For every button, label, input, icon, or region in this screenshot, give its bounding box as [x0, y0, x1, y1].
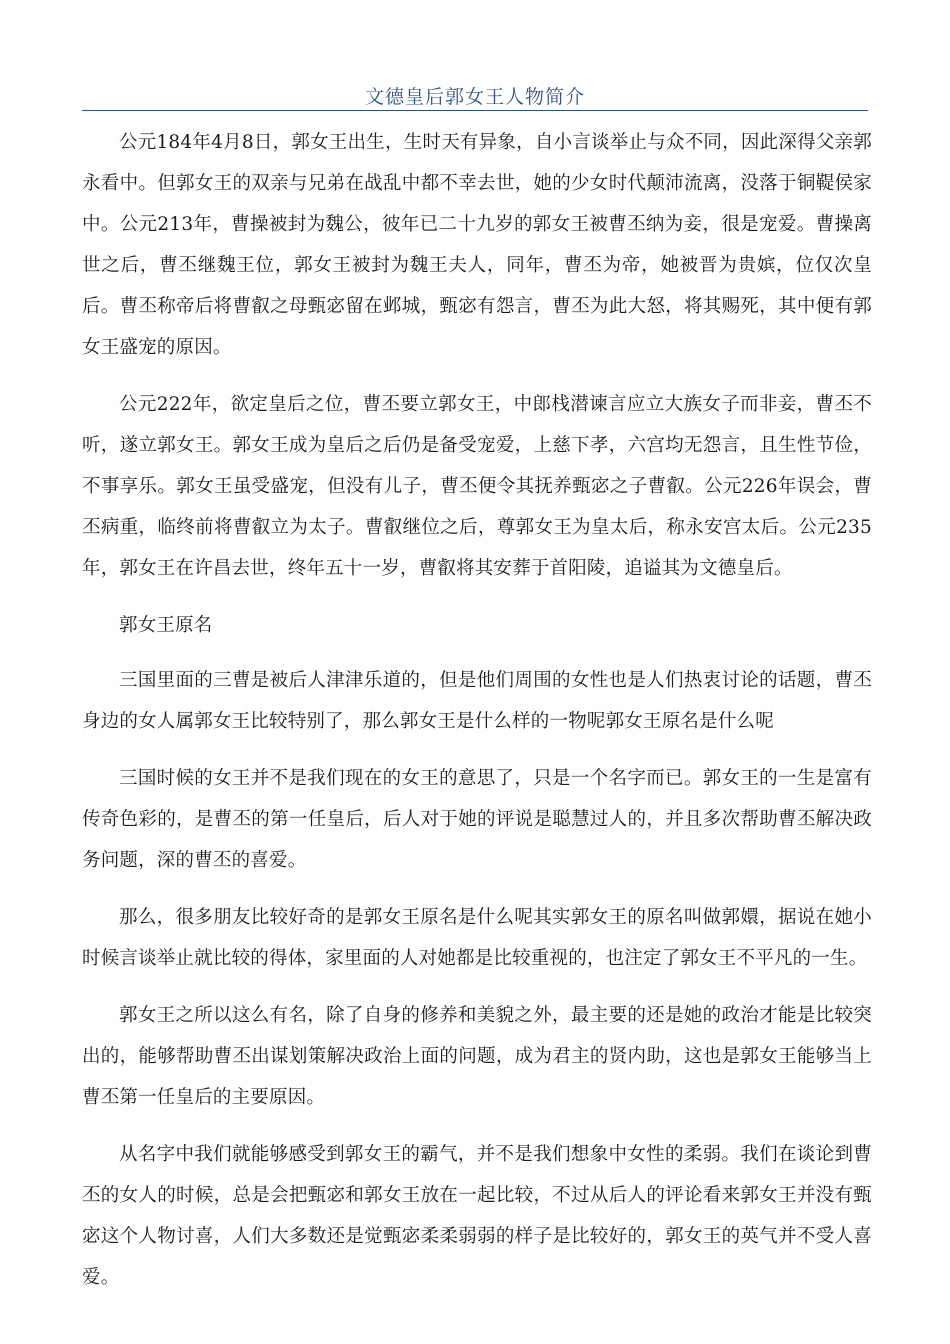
section-heading-original-name: 郭女王原名 [119, 615, 213, 636]
paragraph-biography-early-life: 公元184年4月8日，郭女王出生，生时天有异象，自小言谈举止与众不同，因此深得父亲郭永看中。但郭女王的双亲与兄弟在战乱中都不幸去世，她的少女时代颠沛流离，没落于铜鞮侯家中。公元213年，曹操被封为魏公，彼年已二十九岁的郭女王被曹丕纳为妾，很是宠爱。曹操离世之后，曹丕继魏王位，郭女王被封为魏王夫人，同年，曹丕为帝，她被晋为贵嫔，位仅次皇后。曹丕称帝后将曹叡之母甄宓留在邺城，甄宓有怨言，曹丕为此大怒，将其赐死，其中便有郭女王盛宠的原因。 [82, 132, 872, 358]
document-body [82, 122, 872, 1314]
page-header [82, 80, 868, 111]
paragraph-comparison-zhenfu: 从名字中我们就能够感受到郭女王的霸气，并不是我们想象中女性的柔弱。我们在谈论到曹丕的女人的时候，总是会把甄宓和郭女王放在一起比较，不过从后人的评论看来郭女王并没有甄宓这个人物讨喜，人们大多数还是觉甄宓柔柔弱弱的样子是比较好的，郭女王的英气并不受人喜爱。 [82, 1144, 872, 1288]
paragraph-original-name: 那么，很多朋友比较好奇的是郭女王原名是什么呢其实郭女王的原名叫做郭嬛，据说在她小时候言谈举止就比较的得体，家里面的人对她都是比较重视的，也注定了郭女王不平凡的一生。 [82, 907, 872, 969]
header-title: 文德皇后郭女王人物简介 [364, 86, 585, 108]
paragraph-name-meaning: 三国时候的女王并不是我们现在的女王的意思了，只是一个名字而已。郭女王的一生是富有传奇色彩的，是曹丕的第一任皇后，后人对于她的评说是聪慧过人的，并且多次帮助曹丕解决政务问题，深的曹丕的喜爱。 [82, 768, 872, 871]
paragraph-three-caos: 三国里面的三曹是被后人津津乐道的，但是他们周围的女性也是人们热衷讨论的话题，曹丕身边的女人属郭女王比较特别了，那么郭女王是什么样的一物呢郭女王原名是什么呢 [82, 670, 872, 732]
paragraph-biography-empress: 公元222年，欲定皇后之位，曹丕要立郭女王，中郎栈潜谏言应立大族女子而非妾，曹丕不听，遂立郭女王。郭女王成为皇后之后仍是备受宠爱，上慈下孝，六宫均无怨言，且生性节俭，不事享乐。郭女王虽受盛宠，但没有儿子，曹丕便令其抚养甄宓之子曹叡。公元226年误会，曹丕病重，临终前将曹叡立为太子。曹叡继位之后，尊郭女王为皇太后，称永安宫太后。公元235年，郭女王在许昌去世，终年五十一岁，曹叡将其安葬于首阳陵，追谥其为文德皇后。 [82, 394, 872, 579]
paragraph-political-talent: 郭女王之所以这么有名，除了自身的修养和美貌之外，最主要的还是她的政治才能是比较突出的，能够帮助曹丕出谋划策解决政治上面的问题，成为君主的贤内助，这也是郭女王能够当上曹丕第一任皇后的主要原因。 [82, 1005, 872, 1108]
